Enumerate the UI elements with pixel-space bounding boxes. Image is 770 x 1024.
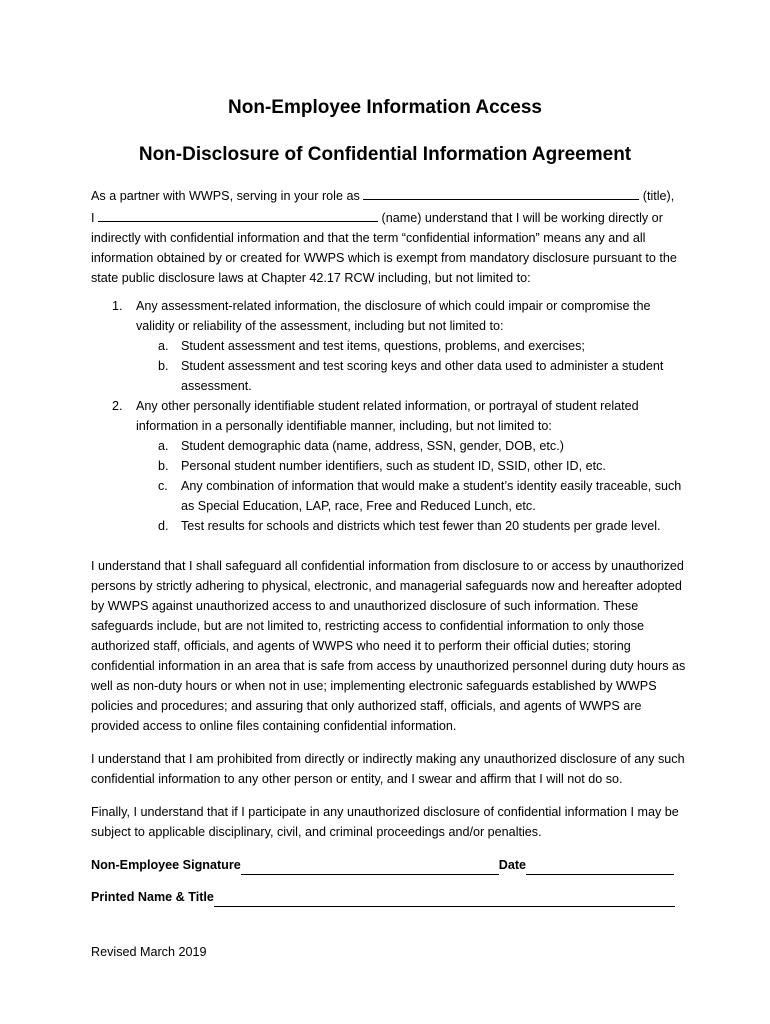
intro-paragraph (91, 184, 691, 288)
name-blank-label: (name) understand that I will be working directly or indirectly with confidential information and that the term “confidential information” means any and all information obtained by or created for WWPS which is exempt from mandatory disclosure pursuant to the state public disclosure laws at Chapter 42.17 RCW including, but not limited to: (91, 211, 677, 285)
sub-list-item-text: Any combination of information that would make a student’s identity easily traceable, such as Special Education, LAP, race, Free and Reduced Lunch, etc. (181, 479, 682, 513)
safeguard-paragraph: I understand that I shall safeguard all confidential information from disclosure to or access by unauthorized persons by strictly adhering to physical, electronic, and managerial safeguards now and hereafter adopted by WWPS against unauthorized access to and unauthorized disclosure of such information. These safeguards include, but are not limited to, restricting access to confidential information to only those authorized staff, officials, and agents of WWPS who need it to perform their official duties; storing confidential information in an area that is safe from access by unauthorized personnel during duty hours as well as non-duty hours or when not in use; implementing electronic safeguards established by WWPS policies and procedures; and assuring that only authorized staff, officials, and agents of WWPS are provided access to online files containing confidential information. (91, 559, 686, 733)
date-label: Date (498, 858, 527, 872)
sub-list-item-text: Student demographic data (name, address, SSN, gender, DOB, etc.) (181, 439, 564, 453)
sub-list-item-text: Test results for schools and districts which test fewer than 20 students per grade level. (181, 519, 661, 533)
sub-list-item (136, 516, 691, 536)
sub-list-item-letter: b. (158, 459, 169, 473)
sub-list (136, 336, 691, 396)
date-line[interactable] (526, 859, 674, 875)
confidential-info-list (91, 296, 691, 536)
sub-list-item-letter: c. (158, 479, 168, 493)
list-item-number: 2. (112, 399, 123, 413)
printed-name-row (91, 887, 681, 907)
prohibited-paragraph: I understand that I am prohibited from directly or indirectly making any unauthorized disclosure of any such confidential information to any other person or entity, and I swear and affirm that I will not do so. (91, 752, 685, 786)
sub-list-item-letter: b. (158, 359, 169, 373)
sub-list-item (136, 356, 691, 396)
name-blank-line[interactable] (98, 206, 378, 222)
intro-text-1: As a partner with WWPS, serving in your role as (91, 189, 364, 203)
intro-text-2: I (91, 211, 98, 225)
list-item (91, 296, 691, 396)
sub-list-item-letter: d. (158, 519, 169, 533)
list-item-number: 1. (112, 299, 123, 313)
sub-list-item-text: Student assessment and test items, questions, problems, and exercises; (181, 339, 585, 353)
sub-list (136, 436, 691, 536)
printed-name-label: Printed Name & Title (91, 890, 214, 904)
signature-line[interactable] (241, 859, 499, 875)
sub-list-item (136, 336, 691, 356)
list-item (91, 396, 691, 536)
list-item-text: Any assessment-related information, the disclosure of which could impair or compromise the validity or reliability of the assessment, including but not limited to: (136, 299, 651, 333)
final-paragraph: Finally, I understand that if I participate in any unauthorized disclosure of confidential information I may be subject to applicable disciplinary, civil, and criminal proceedings and/or penalties. (91, 805, 679, 839)
sub-list-item-text: Personal student number identifiers, such as student ID, SSID, other ID, etc. (181, 459, 606, 473)
revision-footer: Revised March 2019 (91, 945, 207, 959)
signature-row (91, 855, 681, 875)
document-subtitle: Non-Disclosure of Confidential Information Agreement (138, 144, 632, 165)
sub-list-item-text: Student assessment and test scoring keys and other data used to administer a student assessment. (181, 359, 664, 393)
sub-list-item (136, 456, 691, 476)
sub-list-item (136, 476, 691, 516)
title-blank-label: (title), (639, 189, 675, 203)
document-title: Non-Employee Information Access (228, 97, 542, 118)
list-item-text: Any other personally identifiable student related information, or portrayal of student related information in a personally identifiable manner, including, but not limited to: (136, 399, 639, 433)
signature-label: Non-Employee Signature (91, 858, 241, 872)
printed-name-line[interactable] (214, 891, 675, 907)
sub-list-item-letter: a. (158, 439, 169, 453)
title-blank-line[interactable] (363, 184, 639, 200)
sub-list-item-letter: a. (158, 339, 169, 353)
sub-list-item (136, 436, 691, 456)
